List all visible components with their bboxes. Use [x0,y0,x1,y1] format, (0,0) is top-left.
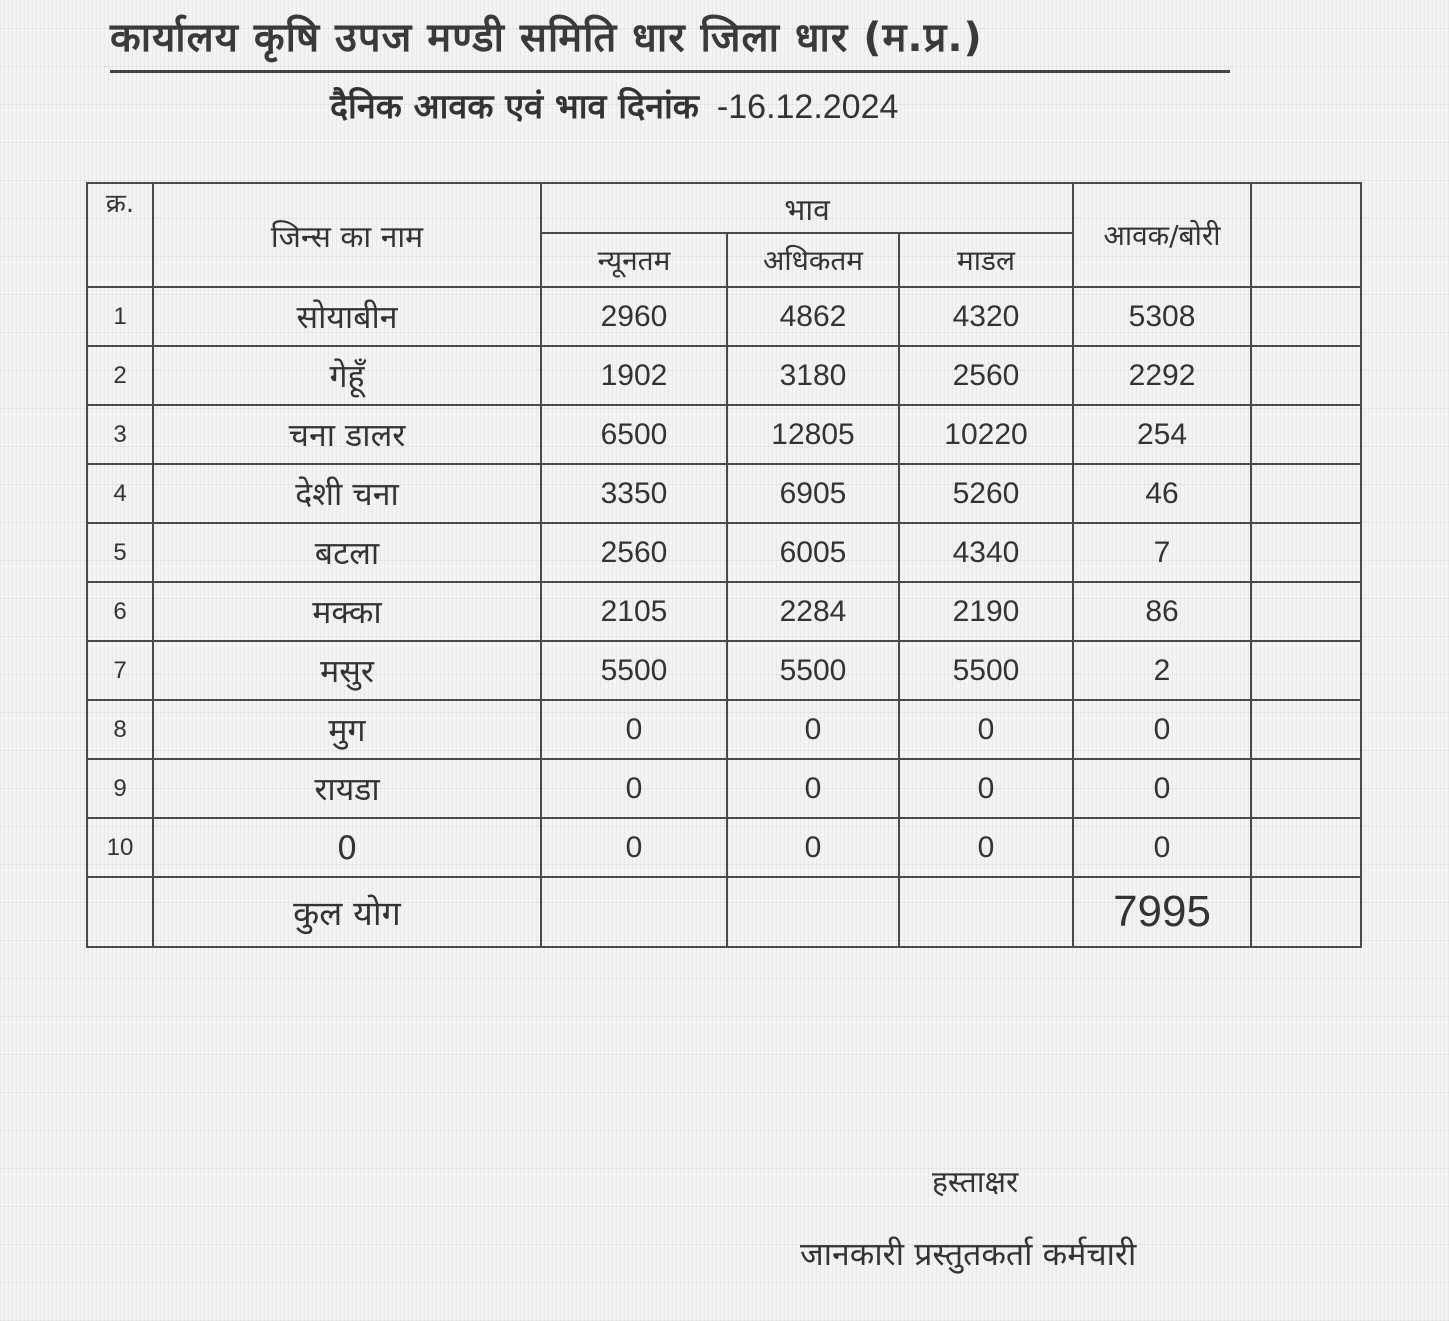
blank-cell [1251,700,1361,759]
min-price-cell: 0 [541,759,727,818]
modal-price-cell: 0 [899,700,1073,759]
total-blank-cell [899,877,1073,947]
prepared-by-label: जानकारी प्रस्तुतकर्ता कर्मचारी [800,1235,1137,1273]
header-minimum: न्यूनतम [541,233,727,287]
serial-cell: 7 [87,641,153,700]
table-row [87,818,1361,877]
table-row [87,405,1361,464]
table-row [87,287,1361,346]
min-price-cell: 0 [541,700,727,759]
table-body [87,287,1361,877]
total-blank-cell [1251,877,1361,947]
blank-cell [1251,818,1361,877]
commodity-cell: मक्का [153,582,541,641]
max-price-cell: 0 [727,818,899,877]
serial-cell: 6 [87,582,153,641]
max-price-cell: 12805 [727,405,899,464]
modal-price-cell: 10220 [899,405,1073,464]
max-price-cell: 2284 [727,582,899,641]
table-row [87,523,1361,582]
max-price-cell: 5500 [727,641,899,700]
commodity-cell: 0 [153,818,541,877]
modal-price-cell: 4320 [899,287,1073,346]
arrival-cell: 7 [1073,523,1251,582]
blank-cell [1251,405,1361,464]
min-price-cell: 2960 [541,287,727,346]
min-price-cell: 3350 [541,464,727,523]
arrival-cell: 5308 [1073,287,1251,346]
max-price-cell: 4862 [727,287,899,346]
min-price-cell: 1902 [541,346,727,405]
min-price-cell: 2105 [541,582,727,641]
modal-price-cell: 5260 [899,464,1073,523]
table-row [87,759,1361,818]
header-maximum: अधिकतम [727,233,899,287]
min-price-cell: 5500 [541,641,727,700]
serial-cell: 2 [87,346,153,405]
commodity-cell: देशी चना [153,464,541,523]
report-date: -16.12.2024 [716,88,899,126]
commodity-cell: सोयाबीन [153,287,541,346]
table-row [87,700,1361,759]
blank-cell [1251,523,1361,582]
table-row [87,346,1361,405]
signature-label: हस्ताक्षर [932,1165,1019,1200]
blank-cell [1251,759,1361,818]
commodity-cell: मुग [153,700,541,759]
max-price-cell: 6905 [727,464,899,523]
serial-cell: 1 [87,287,153,346]
arrival-cell: 86 [1073,582,1251,641]
modal-price-cell: 2560 [899,346,1073,405]
min-price-cell: 0 [541,818,727,877]
blank-cell [1251,346,1361,405]
commodity-cell: रायडा [153,759,541,818]
arrival-cell: 0 [1073,700,1251,759]
total-label: कुल योग [153,877,541,947]
table-row [87,582,1361,641]
blank-cell [1251,287,1361,346]
arrival-cell: 254 [1073,405,1251,464]
serial-cell: 5 [87,523,153,582]
min-price-cell: 6500 [541,405,727,464]
max-price-cell: 0 [727,700,899,759]
header-serial: क्र. [87,183,153,287]
total-arrival: 7995 [1073,877,1251,947]
commodity-cell: चना डालर [153,405,541,464]
header-price-group: भाव [541,183,1073,233]
total-row [87,877,1361,947]
header-modal: माडल [899,233,1073,287]
arrival-cell: 0 [1073,759,1251,818]
modal-price-cell: 4340 [899,523,1073,582]
modal-price-cell: 0 [899,818,1073,877]
daily-rates-table [86,182,1362,948]
arrival-cell: 0 [1073,818,1251,877]
serial-cell: 3 [87,405,153,464]
blank-cell [1251,641,1361,700]
serial-cell: 10 [87,818,153,877]
max-price-cell: 3180 [727,346,899,405]
arrival-cell: 2 [1073,641,1251,700]
header-commodity: जिन्स का नाम [153,183,541,287]
modal-price-cell: 5500 [899,641,1073,700]
serial-cell: 8 [87,700,153,759]
max-price-cell: 6005 [727,523,899,582]
blank-cell [1251,464,1361,523]
table-row [87,641,1361,700]
header-blank [1251,183,1361,287]
arrival-cell: 46 [1073,464,1251,523]
min-price-cell: 2560 [541,523,727,582]
commodity-cell: गेहूँ [153,346,541,405]
commodity-cell: मसुर [153,641,541,700]
modal-price-cell: 0 [899,759,1073,818]
report-title: दैनिक आवक एवं भाव दिनांक [330,87,699,127]
report-heading [330,82,1090,132]
total-blank-cell [727,877,899,947]
serial-cell: 4 [87,464,153,523]
total-blank-cell [87,877,153,947]
blank-cell [1251,582,1361,641]
serial-cell: 9 [87,759,153,818]
modal-price-cell: 2190 [899,582,1073,641]
office-title: कार्यालय कृषि उपज मण्डी समिति धार जिला धार (म.प्र.) [110,8,1230,73]
arrival-cell: 2292 [1073,346,1251,405]
header-arrival: आवक/बोरी [1073,183,1251,287]
commodity-cell: बटला [153,523,541,582]
max-price-cell: 0 [727,759,899,818]
table-row [87,464,1361,523]
total-blank-cell [541,877,727,947]
